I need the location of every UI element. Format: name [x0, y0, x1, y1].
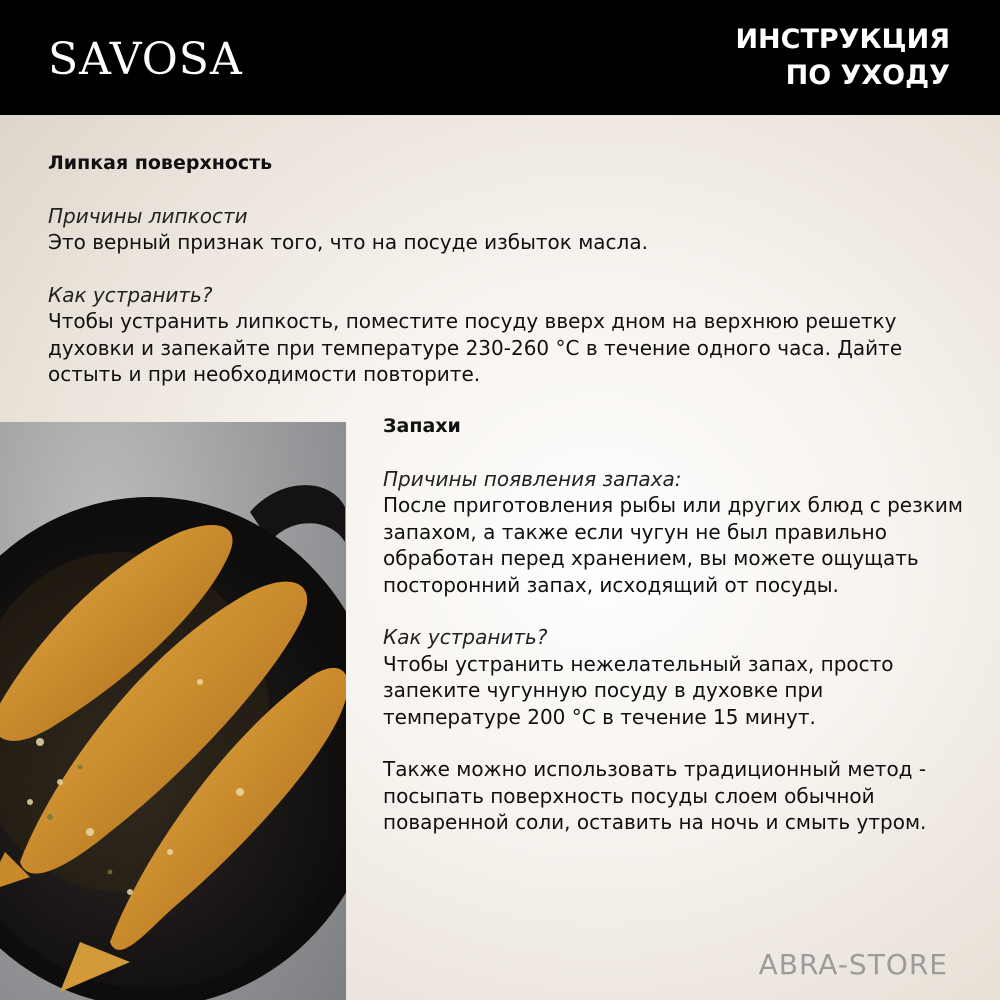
watermark: ABRA-STORE [758, 948, 948, 981]
brand-logo: SAVOSA [48, 34, 243, 85]
fix-label: Как устранить? [383, 625, 548, 649]
document-title-line-2: ПО УХОДУ [785, 60, 950, 91]
fix-text: Чтобы устранить липкость, поместите посуду вверх дном на верхнюю решетку духовки и запекайте при температуре 230-260 °С в течение одного часа. Дайте остыть и при необходимости повторите. [48, 309, 903, 386]
document-title [570, 22, 950, 94]
header-bar [0, 0, 1000, 115]
cause-label: Причины липкости [48, 203, 248, 228]
extra-text: Также можно использовать традиционный метод - посыпать поверхность посуды слоем обычной поваренной соли, оставить на ночь и смыть утром. [383, 757, 927, 834]
cause-text: После приготовления рыбы или других блюд с резким запахом, а также если чугун не был правильно обработан перед хранением, вы можете ощущать посторонний запах, исходящий от посуды. [383, 493, 963, 597]
document-title-line-1: ИНСТРУКЦИЯ [735, 24, 950, 55]
section-sticky-surface [48, 150, 948, 388]
fried-fish-in-cast-iron-pan-photo [0, 422, 346, 1000]
cause-label: Причины появления запаха: [383, 466, 682, 491]
section-heading: Липкая поверхность [48, 152, 273, 174]
section-smells [383, 413, 963, 836]
fix-label: Как устранить? [48, 282, 213, 307]
cause-text: Это верный признак того, что на посуде избыток масла. [48, 230, 648, 254]
fix-text: Чтобы устранить нежелательный запах, просто запеките чугунную посуду в духовке при температуре 200 °С в течение 15 минут. [383, 651, 894, 729]
section-heading: Запахи [383, 415, 461, 437]
